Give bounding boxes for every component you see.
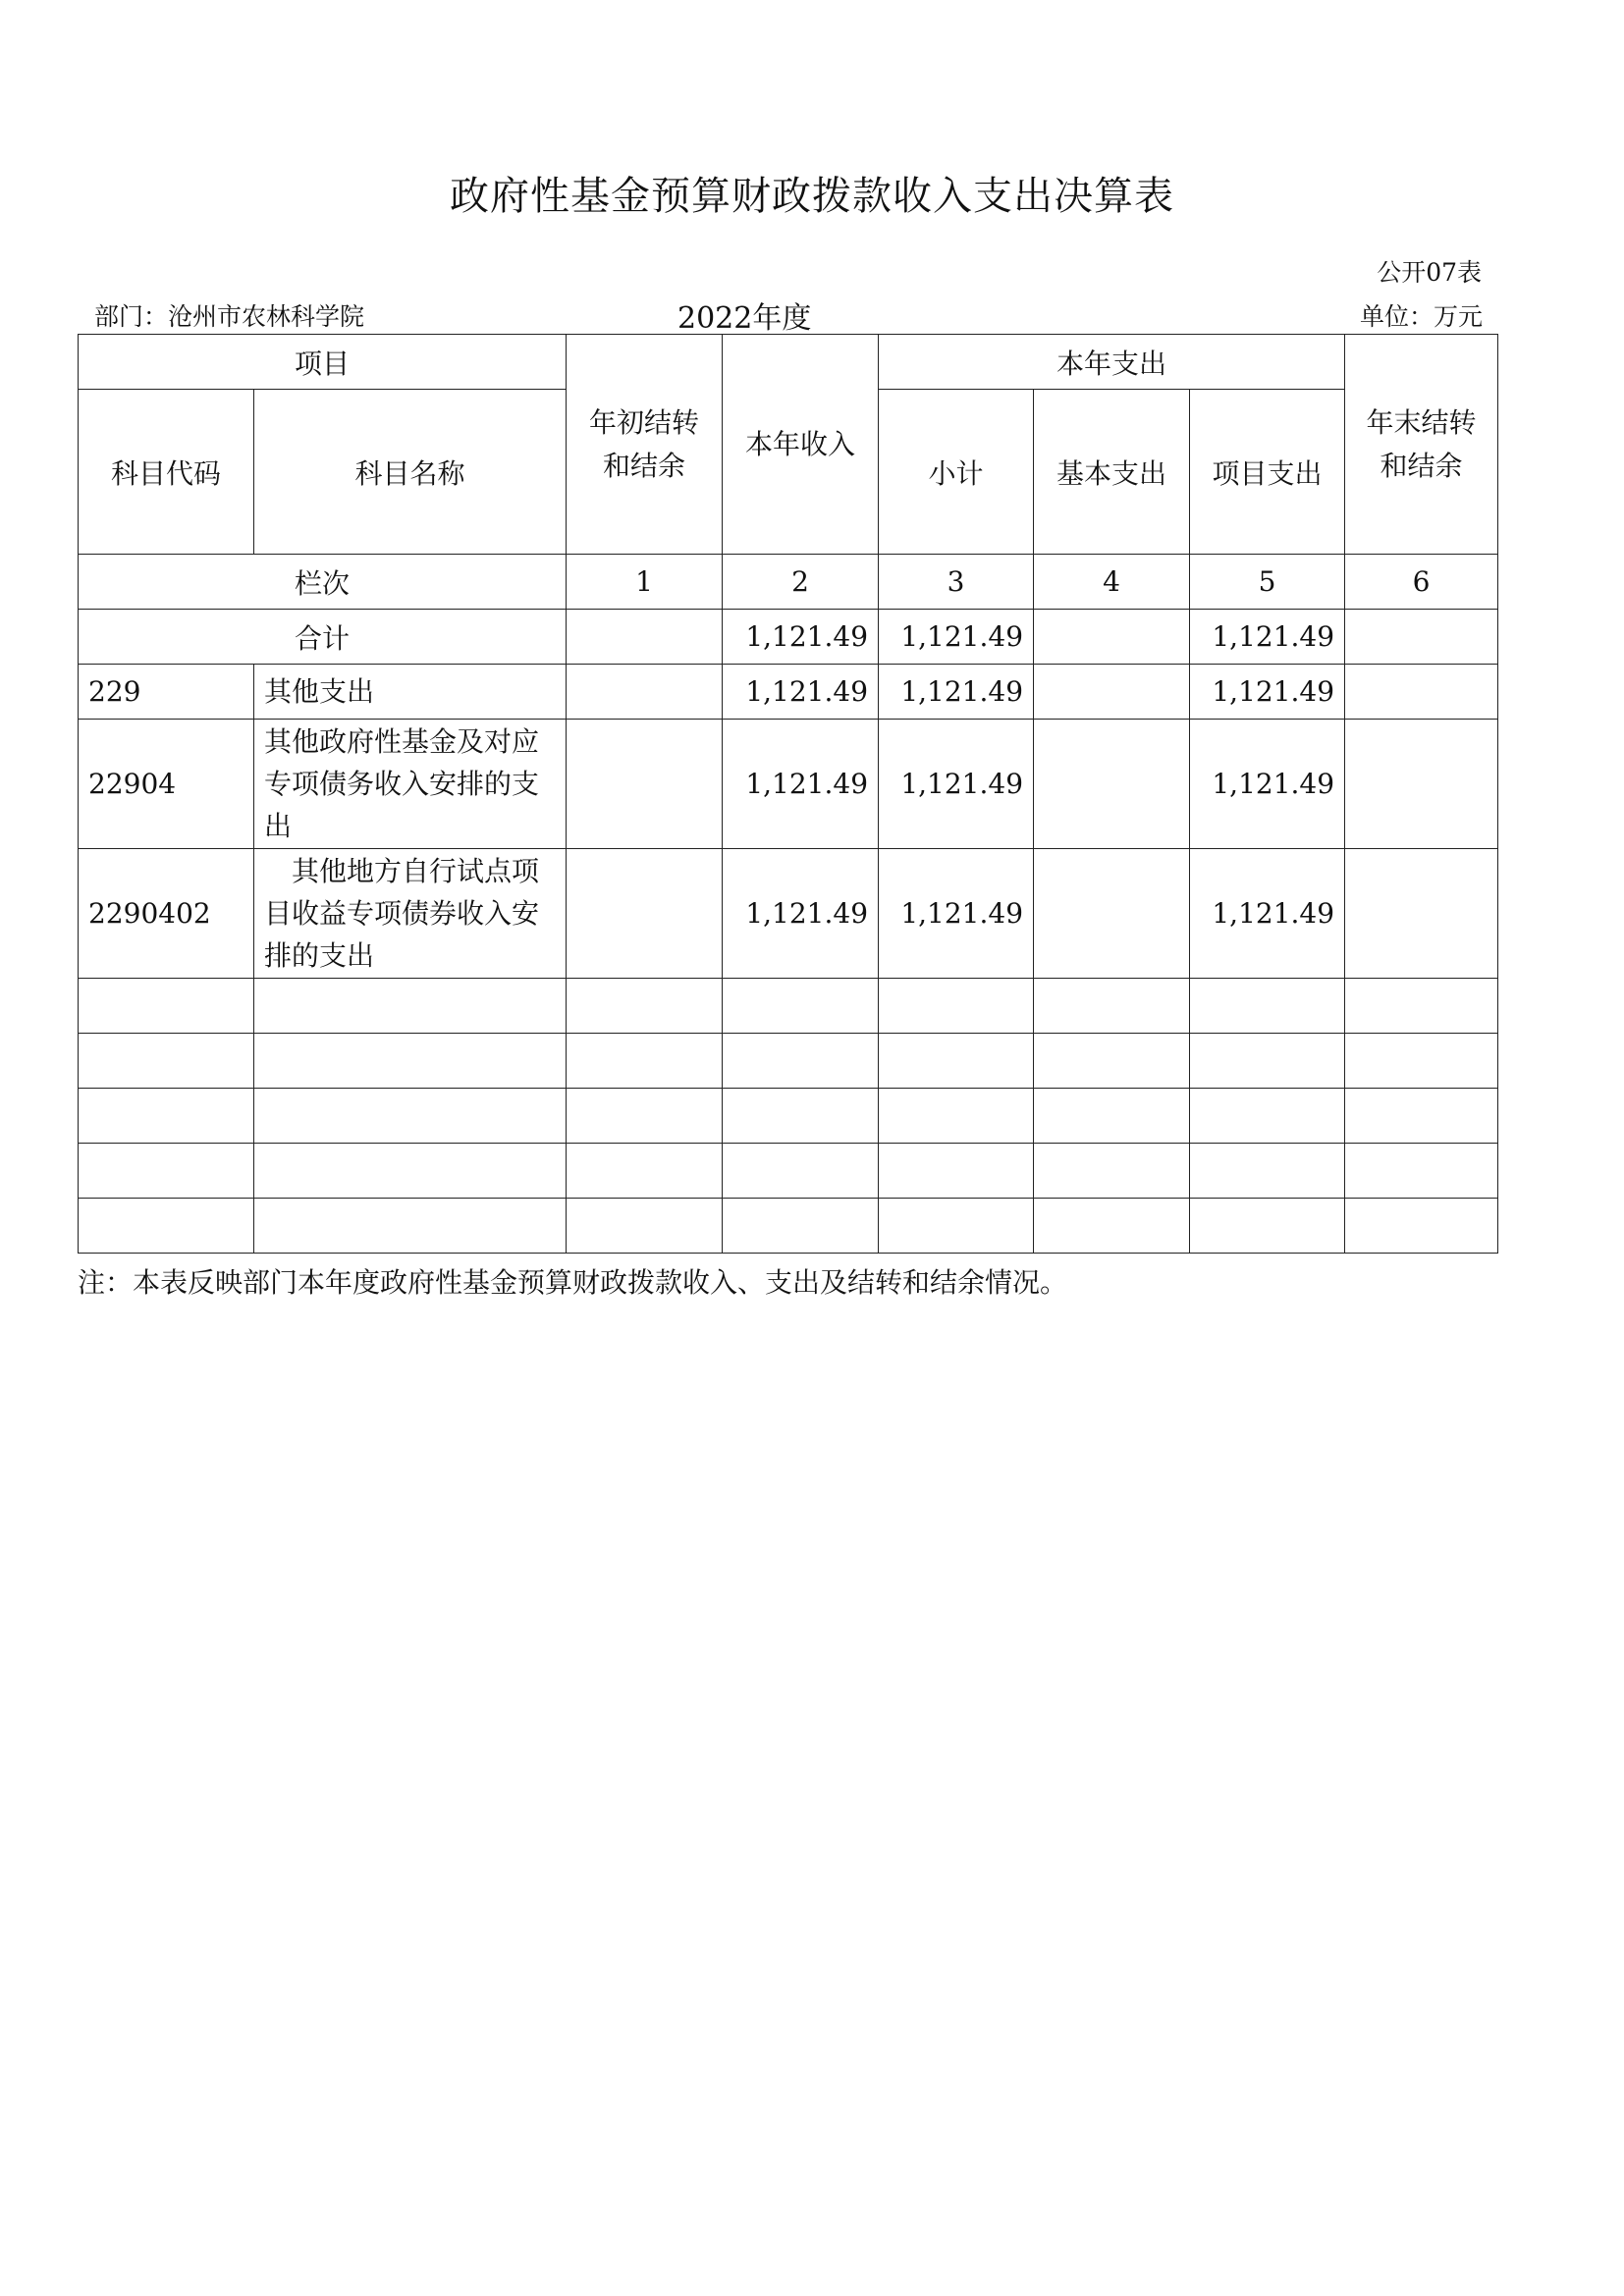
empty-row bbox=[79, 979, 1498, 1034]
cell-value bbox=[567, 849, 723, 979]
empty-row bbox=[79, 1089, 1498, 1144]
cell-value: 1,121.49 bbox=[879, 665, 1034, 720]
total-row bbox=[79, 610, 1498, 665]
cell-value bbox=[1034, 665, 1190, 720]
row-code: 2290402 bbox=[79, 849, 254, 979]
empty-row bbox=[79, 1144, 1498, 1199]
header-item: 项目 bbox=[79, 335, 567, 390]
table-row bbox=[79, 665, 1498, 720]
header-begin-balance: 年初结转和结余 bbox=[567, 335, 723, 555]
cell-value bbox=[1345, 610, 1498, 665]
header-name: 科目名称 bbox=[254, 390, 567, 555]
header-subtotal: 小计 bbox=[879, 390, 1034, 555]
fiscal-year: 2022年度 bbox=[677, 301, 812, 336]
header-expense-group: 本年支出 bbox=[879, 335, 1345, 390]
cell-value: 1,121.49 bbox=[879, 720, 1034, 849]
cell-value bbox=[1345, 720, 1498, 849]
cell-value: 1,121.49 bbox=[723, 665, 879, 720]
index-col: 6 bbox=[1345, 555, 1498, 610]
cell-value: 1,121.49 bbox=[723, 720, 879, 849]
cell-value bbox=[1034, 720, 1190, 849]
form-number: 公开07表 bbox=[1377, 258, 1482, 287]
index-row-label: 栏次 bbox=[79, 555, 567, 610]
cell-value: 1,121.49 bbox=[1190, 665, 1345, 720]
cell-value bbox=[1034, 610, 1190, 665]
cell-value: 1,121.49 bbox=[879, 849, 1034, 979]
total-row-label: 合计 bbox=[79, 610, 567, 665]
cell-value bbox=[567, 720, 723, 849]
meta-row bbox=[79, 294, 1483, 336]
cell-value: 1,121.49 bbox=[1190, 849, 1345, 979]
index-col: 3 bbox=[879, 555, 1034, 610]
empty-row bbox=[79, 1199, 1498, 1254]
page-title: 政府性基金预算财政拨款收入支出决算表 bbox=[450, 174, 1174, 219]
cell-value: 1,121.49 bbox=[1190, 610, 1345, 665]
index-col: 2 bbox=[723, 555, 879, 610]
row-code: 22904 bbox=[79, 720, 254, 849]
cell-value: 1,121.49 bbox=[723, 849, 879, 979]
header-code: 科目代码 bbox=[79, 390, 254, 555]
footnote: 注：本表反映部门本年度政府性基金预算财政拨款收入、支出及结转和结余情况。 bbox=[78, 1266, 1068, 1299]
cell-value bbox=[1034, 849, 1190, 979]
header-income: 本年收入 bbox=[723, 335, 879, 555]
budget-table bbox=[78, 334, 1498, 1254]
row-code: 229 bbox=[79, 665, 254, 720]
row-name: 其他支出 bbox=[254, 665, 567, 720]
cell-value: 1,121.49 bbox=[1190, 720, 1345, 849]
cell-value bbox=[1345, 849, 1498, 979]
table-row bbox=[79, 849, 1498, 979]
cell-value bbox=[567, 665, 723, 720]
row-name: 其他政府性基金及对应专项债务收入安排的支出 bbox=[254, 720, 567, 849]
index-col: 4 bbox=[1034, 555, 1190, 610]
header-project: 项目支出 bbox=[1190, 390, 1345, 555]
header-basic: 基本支出 bbox=[1034, 390, 1190, 555]
cell-value: 1,121.49 bbox=[723, 610, 879, 665]
empty-row bbox=[79, 1034, 1498, 1089]
index-col: 5 bbox=[1190, 555, 1345, 610]
cell-value bbox=[567, 610, 723, 665]
cell-value: 1,121.49 bbox=[879, 610, 1034, 665]
department-label: 部门：沧州市农林科学院 bbox=[94, 302, 365, 331]
header-end-balance: 年末结转和结余 bbox=[1345, 335, 1498, 555]
table-row bbox=[79, 720, 1498, 849]
index-col: 1 bbox=[567, 555, 723, 610]
unit-label: 单位：万元 bbox=[1359, 302, 1483, 331]
index-row bbox=[79, 555, 1498, 610]
cell-value bbox=[1345, 665, 1498, 720]
row-name: 其他地方自行试点项目收益专项债券收入安排的支出 bbox=[254, 849, 567, 979]
